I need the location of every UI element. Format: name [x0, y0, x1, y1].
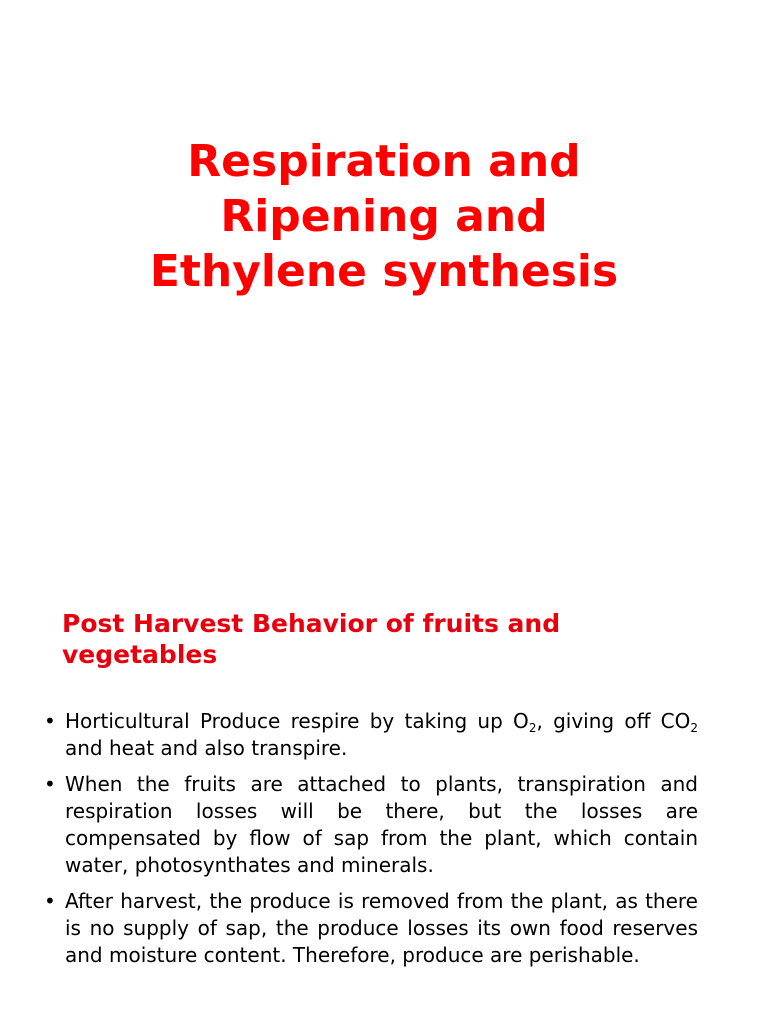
section-heading-line-1: Post Harvest Behavior of fruits and [62, 609, 561, 638]
slide-title-line-3: Ethylene synthesis [149, 246, 619, 297]
section-heading [62, 608, 702, 670]
bullet-item-after-harvest [44, 888, 698, 969]
bullet-list [44, 708, 698, 978]
bullet-text: When the fruits are attached to plants, transpiration and respiration losses will be there, but the losses are compensated by flow of sap from the plant, which contain water, photosynthates and minerals. [65, 772, 698, 877]
bullet-icon: • [44, 709, 56, 733]
subscript: 2 [528, 721, 537, 735]
bullet-item-respiration [44, 708, 698, 762]
bullet-text-part: and heat and also transpire. [65, 736, 348, 760]
bullet-text-part: Horticultural Produce respire by taking up O [65, 709, 529, 733]
bullet-item-attached-fruits [44, 771, 698, 879]
subscript: 2 [690, 721, 699, 735]
bullet-icon: • [44, 889, 56, 913]
section-heading-line-2: vegetables [62, 640, 218, 669]
slide-title [0, 134, 768, 299]
slide-title-line-1: Respiration and [187, 136, 581, 187]
bullet-text: After harvest, the produce is removed from the plant, as there is no supply of sap, the produce losses its own food reserves and moisture content. Therefore, produce are perishable. [65, 889, 698, 967]
slide-title-line-2: Ripening and [220, 191, 548, 242]
bullet-icon: • [44, 772, 56, 796]
bullet-text-part: , giving off CO [536, 709, 691, 733]
